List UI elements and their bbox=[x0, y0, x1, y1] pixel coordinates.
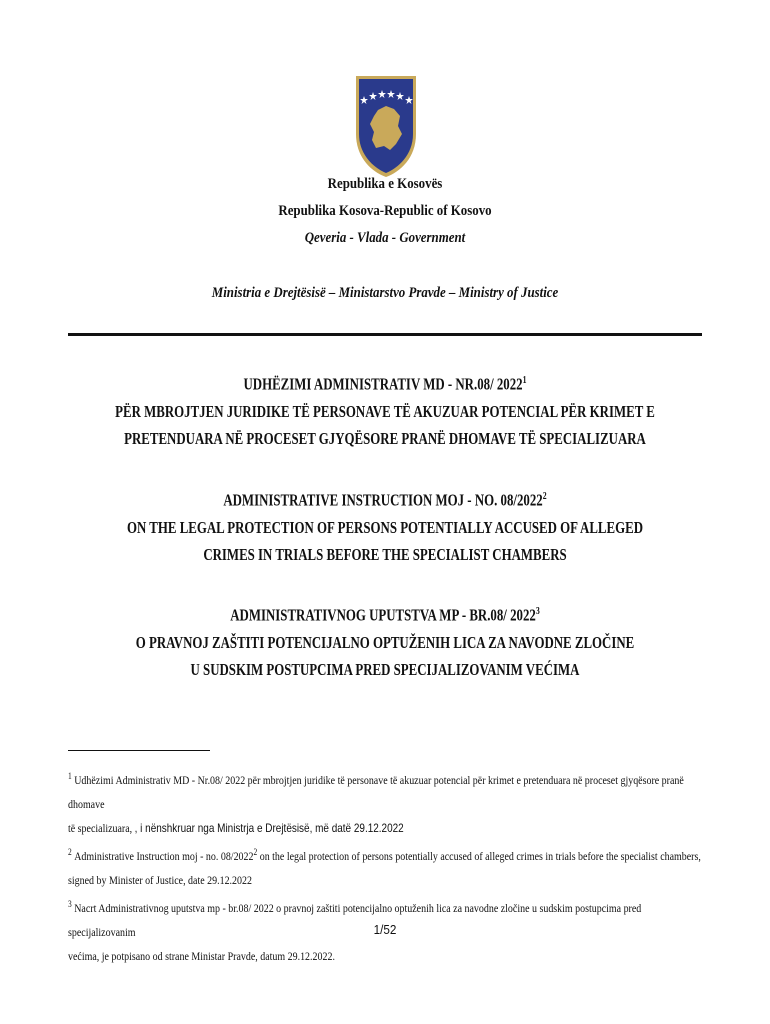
footnote-1-text-cont: të specializuara, bbox=[68, 821, 135, 835]
title-albanian-line2: PËR MBROJTJEN JURIDIKE TË PERSONAVE TË AKUZUAR POTENCIAL PËR KRIMET E bbox=[115, 401, 655, 421]
title-english-line3: CRIMES IN TRIALS BEFORE THE SPECIALIST CHAMBERS bbox=[203, 544, 567, 564]
footnote-ref-1[interactable]: 1 bbox=[522, 375, 527, 386]
kosovo-coat-of-arms-icon bbox=[352, 74, 420, 178]
footnotes bbox=[68, 764, 708, 968]
footnote-2-number: 2 bbox=[68, 847, 72, 857]
title-serbian-line3: U SUDSKIM POSTUPCIMA PRED SPECIJALIZOVANIM VEĆIMA bbox=[190, 659, 580, 679]
title-english-line2: ON THE LEGAL PROTECTION OF PERSONS POTENTIALLY ACCUSED OF ALLEGED bbox=[127, 517, 643, 537]
title-albanian-line3: PRETENDUARA NË PROCESET GJYQËSORE PRANË DHOMAVE TË SPECIALIZUARA bbox=[124, 428, 646, 448]
footnote-1-text: Udhëzimi Administrativ MD - Nr.08/ 2022 për mbrojtjen juridike të personave të akuzuar potencial për krimet e pretenduara në proceset gjyqësore pranë dhomave bbox=[68, 773, 684, 811]
footnote-1-number: 1 bbox=[68, 771, 72, 781]
title-english bbox=[0, 483, 770, 568]
footnote-1-line2 bbox=[68, 816, 707, 840]
footnote-2-line1 bbox=[68, 840, 707, 868]
ministry-line: Ministria e Drejtësisë – Ministarstvo Pravde – Ministry of Justice bbox=[211, 285, 559, 301]
republic-name-serbian-english: Republika Kosova-Republic of Kosovo bbox=[278, 203, 492, 219]
title-serbian-line2: O PRAVNOJ ZAŠTITI POTENCIJALNO OPTUŽENIH LICA ZA NAVODNE ZLOČINE bbox=[135, 632, 635, 652]
title-albanian-line1: UDHËZIMI ADMINISTRATIV MD - NR.08/ 2022$^1$ bbox=[243, 374, 527, 394]
footnote-1-signature: , i nënshkruar nga Ministrja e Drejtësisë, më datë 29.12.2022 bbox=[134, 821, 404, 835]
footnote-2-text-cont: on the legal protection of persons potentially accused of alleged crimes in trials before the specialist chambers, bbox=[257, 849, 701, 863]
footnote-3-line2: većima, je potpisano od strane Ministar Pravde, datum 29.12.2022. bbox=[68, 949, 335, 963]
page-number: 1/52 bbox=[373, 922, 397, 937]
footnote-2-text: Administrative Instruction moj - no. 08/2022 bbox=[74, 849, 254, 863]
republic-name-albanian: Republika e Kosovës bbox=[327, 176, 443, 192]
footnote-ref-2[interactable]: 2 bbox=[542, 491, 547, 502]
title-serbian-line1: ADMINISTRATIVNOG UPUTSTVA MP - BR.08/ 2022$^3$ bbox=[230, 605, 540, 625]
title-albanian bbox=[0, 367, 770, 452]
title-serbian bbox=[0, 598, 770, 683]
footnote-3-text: Nacrt Administrativnog uputstva mp - br.08/ 2022 o pravnoj zaštiti potencijalno optuženih lica za navodne zločine u sudskim postupcima pred specijalizovanim bbox=[68, 901, 642, 939]
government-line: Qeveria - Vlada - Government bbox=[304, 230, 466, 246]
footnote-ref-3[interactable]: 3 bbox=[535, 606, 540, 617]
footnote-1-line1 bbox=[68, 764, 707, 816]
header-divider bbox=[68, 333, 702, 336]
title-english-line1: ADMINISTRATIVE INSTRUCTION MOJ - NO. 08/2022$^2$ bbox=[223, 490, 547, 510]
footnote-divider bbox=[68, 750, 210, 751]
footnote-3-number: 3 bbox=[68, 899, 72, 909]
footnote-2-line2: signed by Minister of Justice, date 29.12.2022 bbox=[68, 873, 252, 887]
footnote-2-inline-ref: 2 bbox=[253, 847, 258, 857]
